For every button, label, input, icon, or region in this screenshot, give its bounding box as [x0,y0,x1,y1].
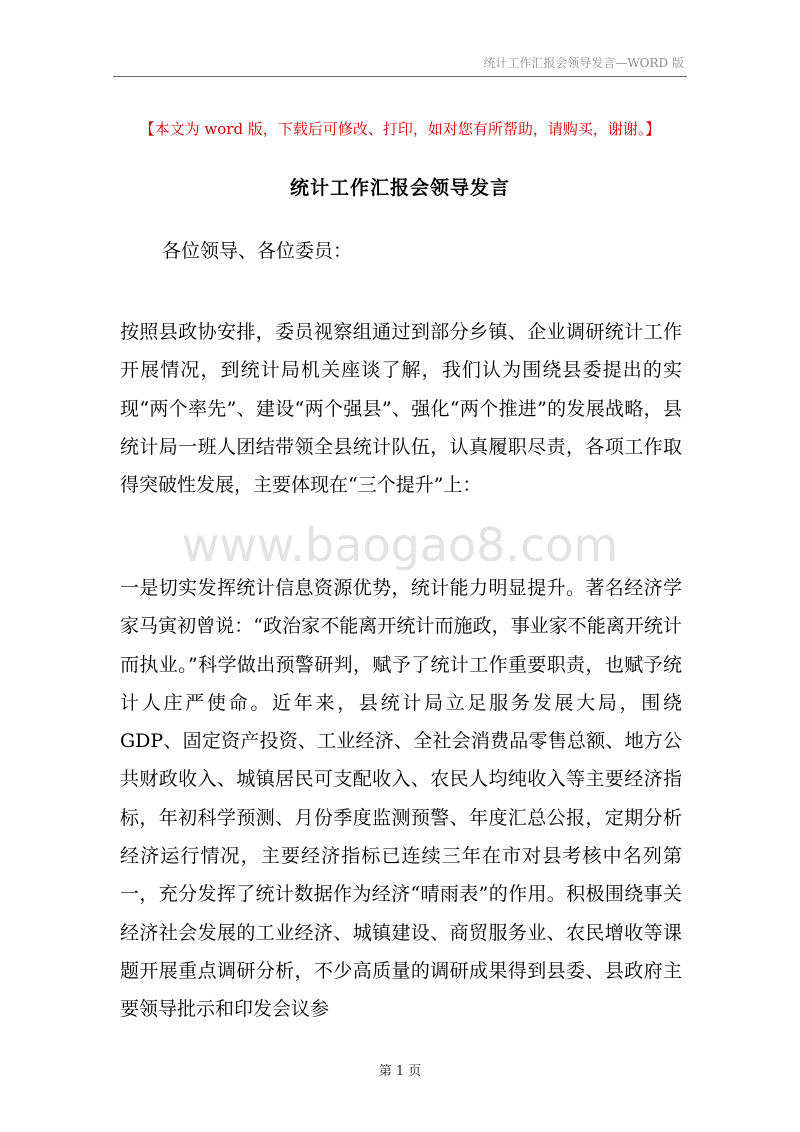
body-paragraph: 按照县政协安排，委员视察组通过到部分乡镇、企业调研统计工作开展情况，到统计局机关座谈了解，我们认为围绕县委提出的实现“两个率先”、建设“两个强县”、强化“两个推进”的发展战略，县统计局一班人团结带领全县统计队伍，认真履职尽责，各项工作取得突破性发展，主要体现在“三个提升”上： [120,321,682,497]
running-header: 统计工作汇报会领导发言—WORD 版 [483,56,684,70]
watermark: www.baogao8.com [181,518,619,572]
document-title: 统计工作汇报会领导发言 [289,177,510,199]
page-number: 第 1 页 [378,1064,422,1079]
download-notice: 【本文为 word 版，下载后可修改、打印，如对您有所帮助，请购买，谢谢。】 [139,120,661,138]
body-paragraph: 一是切实发挥统计信息资源优势，统计能力明显提升。著名经济学家马寅初曾说：“政治家不能离开统计而施政，事业家不能离开统计而执业。”科学做出预警研判，赋予了统计工作重要职责，也赋予统计人庄严使命。近年来，县统计局立足服务发展大局，围绕 GDP、固定资产投资、工业经济、全社会消费品零售总额、地方公共财政收入、城镇居民可支配收入、农民人均纯收入等主要经济指标，年初科学预测、月份季度监测预警、年度汇总公报，定期分析经济运行情况，主要经济指标已连续三年在市对县考核中名列第一，充分发挥了统计数据作为经济“晴雨表”的作用。积极围绕事关经济社会发展的工业经济、城镇建设、商贸服务业、农民增收等课题开展重点调研分析，不少高质量的调研成果得到县委、县政府主要领导批示和印发会议参 [120,577,682,1021]
header-divider [113,76,687,77]
salutation: 各位领导、各位委员： [162,240,353,262]
